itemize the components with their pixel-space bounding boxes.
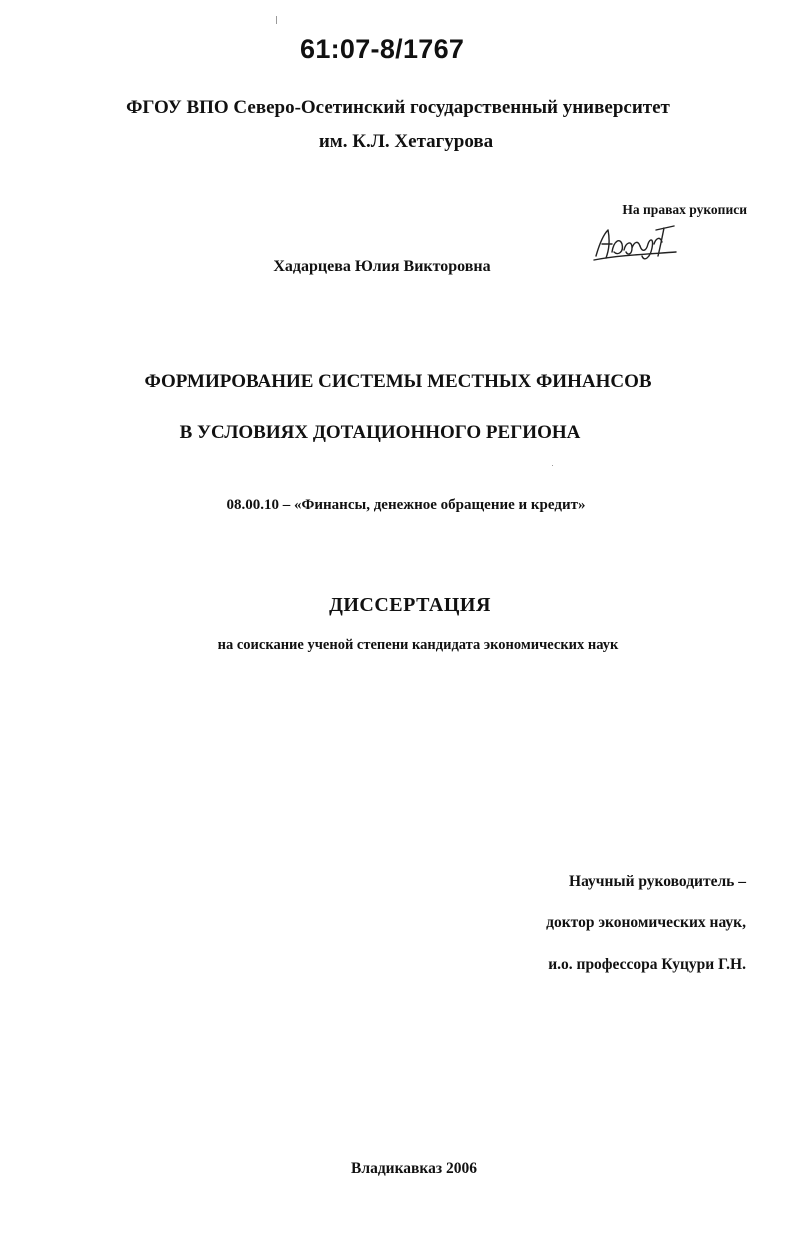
city-year: Владикавказ 2006: [351, 1160, 477, 1177]
manuscript-rights-note: На правах рукописи: [622, 202, 747, 217]
scan-speck: [552, 465, 553, 466]
archive-code: 61:07-8/1767: [300, 34, 465, 64]
supervisor-label: Научный руководитель –: [569, 873, 746, 890]
dissertation-title-line2: В УСЛОВИЯХ ДОТАЦИОННОГО РЕГИОНА: [179, 422, 581, 443]
author-name: Хадарцева Юлия Викторовна: [273, 258, 491, 275]
supervisor-name: и.о. профессора Куцури Г.Н.: [548, 956, 746, 973]
degree-sought: на соискание ученой степени кандидата экономических наук: [217, 637, 619, 653]
organization-name: ФГОУ ВПО Северо-Осетинский государственный университет: [126, 97, 670, 118]
document-type: ДИССЕРТАЦИЯ: [329, 594, 491, 616]
specialty-code: 08.00.10 – «Финансы, денежное обращение и кредит»: [226, 497, 586, 513]
dissertation-title-line1: ФОРМИРОВАНИЕ СИСТЕМЫ МЕСТНЫХ ФИНАНСОВ: [144, 371, 652, 392]
scan-speck: [276, 16, 277, 24]
supervisor-degree: доктор экономических наук,: [546, 914, 746, 931]
organization-named-after: им. К.Л. Хетагурова: [318, 131, 494, 152]
